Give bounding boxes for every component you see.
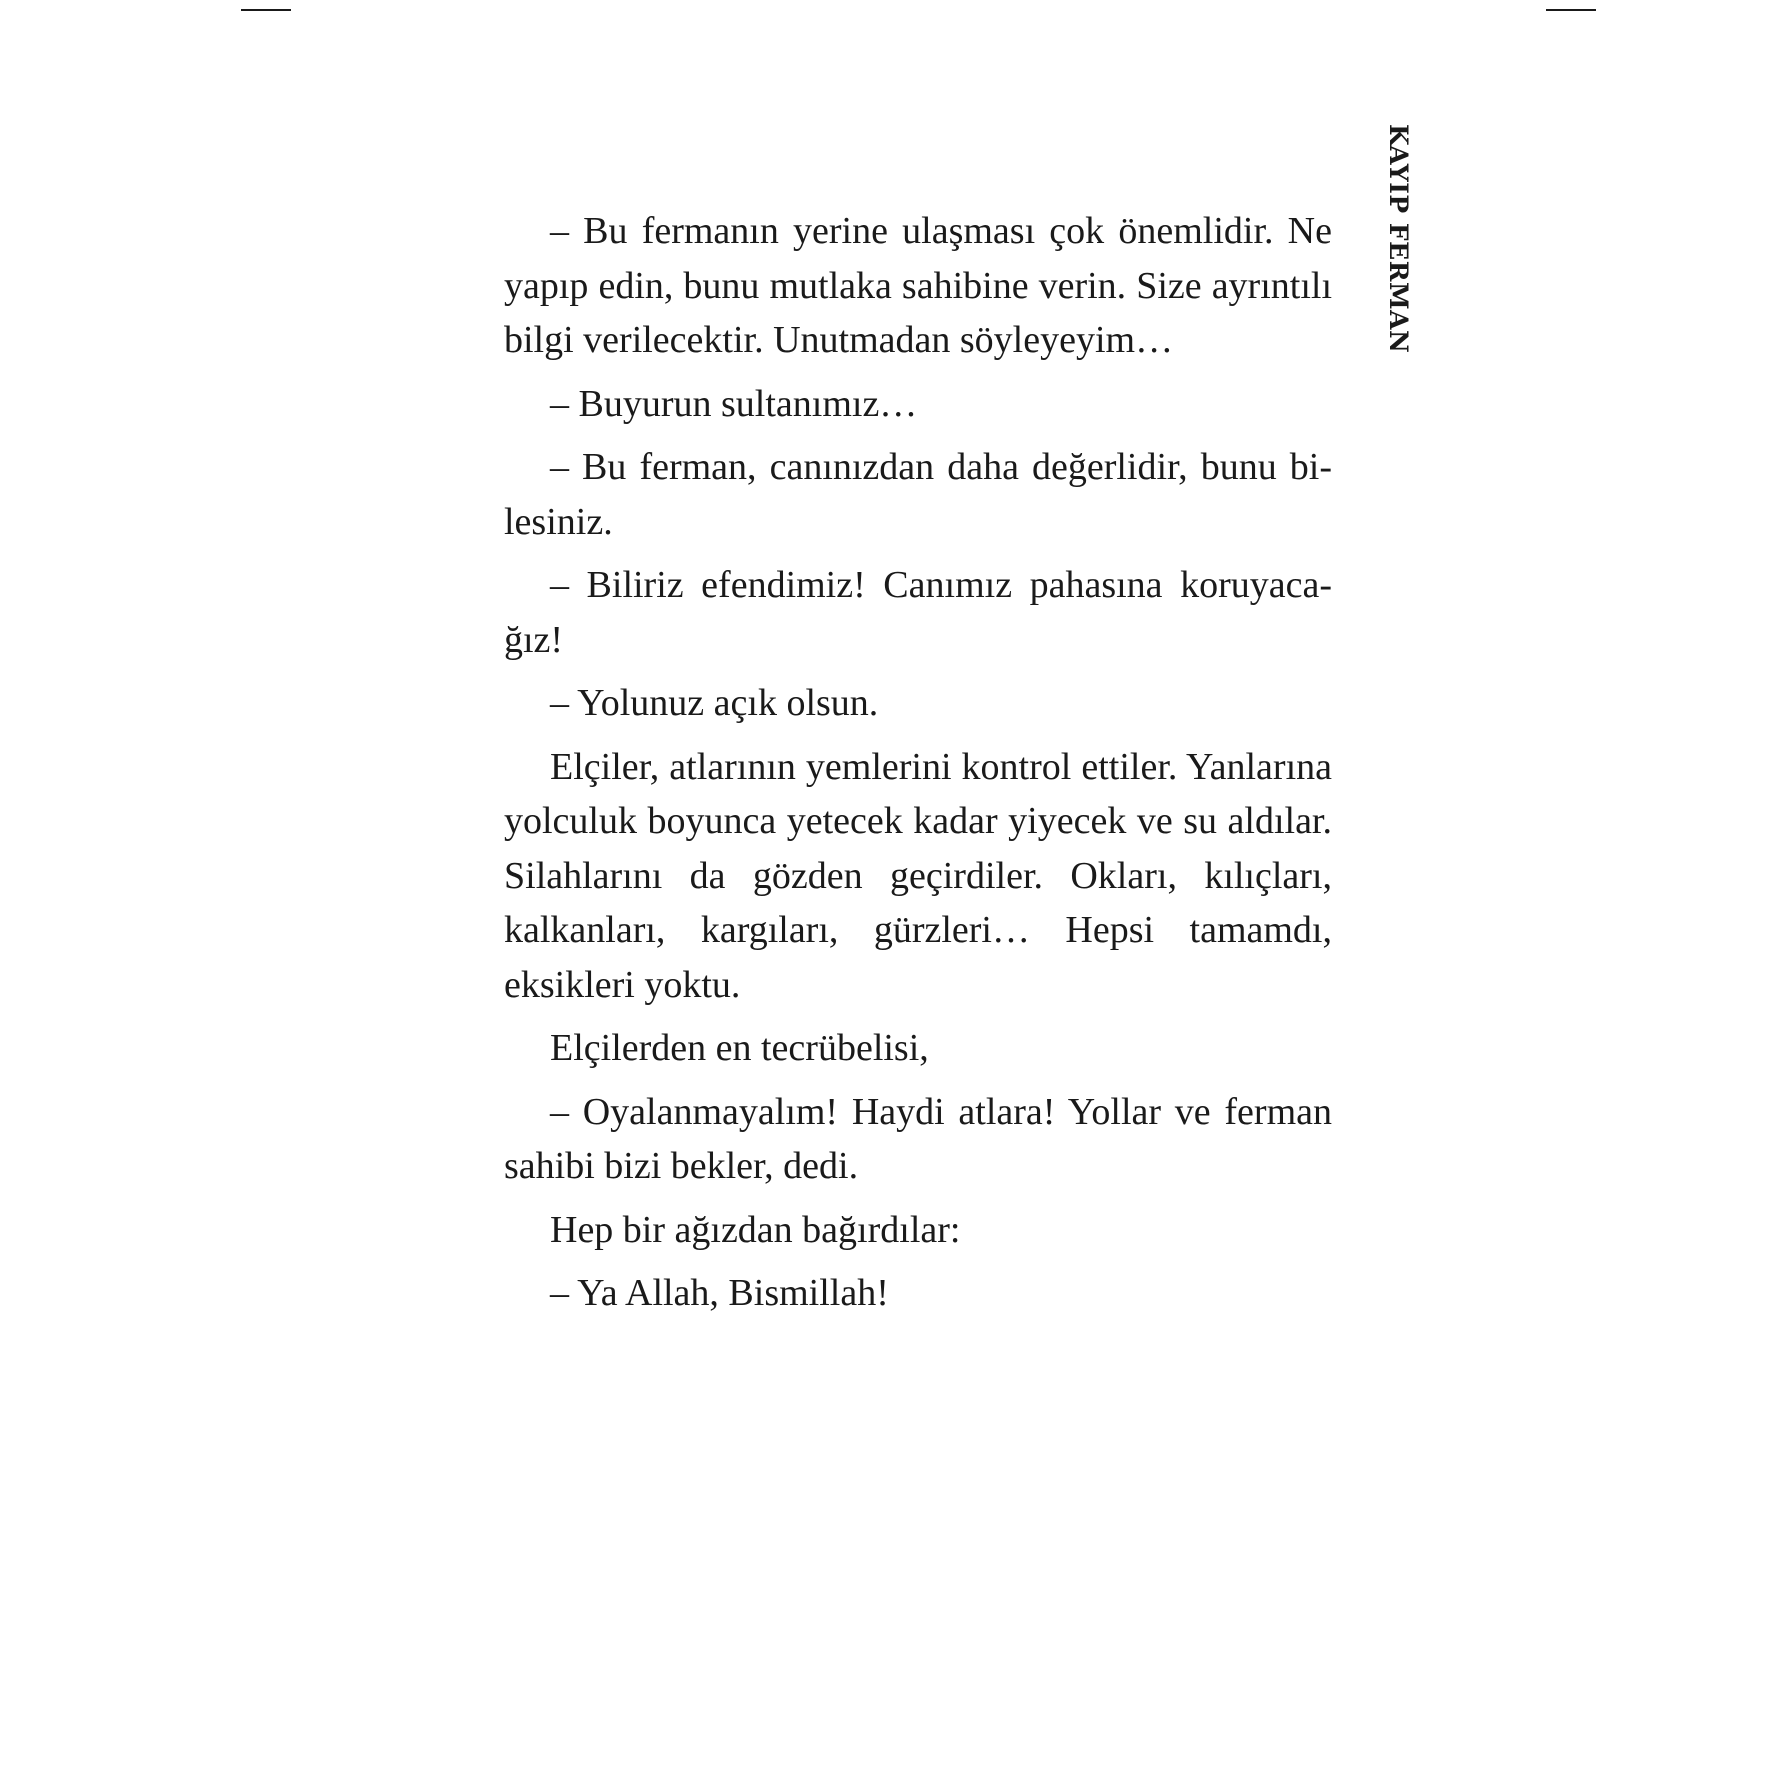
- body-text: [504, 204, 1332, 1330]
- paragraph: – Ya Allah, Bismillah!: [550, 1272, 889, 1314]
- crop-mark-right: [1546, 9, 1596, 11]
- paragraph: Hep bir ağızdan bağırdılar:: [550, 1208, 961, 1251]
- paragraph: Elçiler, atlarının yemlerini kontrol ettiler. Yanlarına yolculuk boyunca yetecek kadar yiyecek ve su aldılar. Silahlarını da gözden geçirdiler. Okları, kılıçları, kalkanları, kargıları, gürzleri… Hepsi tamamdı, eksikleri yoktu.: [504, 745, 1332, 1006]
- paragraph: – Bu fermanın yerine ulaşması çok önemlidir. Ne yapıp edin, bunu mutlaka sahibine verin. Size ayrıntılı bilgi verilecektir. Unutmadan söyleyeyim…: [504, 210, 1332, 361]
- paragraph: – Bu ferman, canınızdan daha değerlidir, bunu bilesiniz.: [504, 446, 1332, 543]
- crop-mark-left: [241, 9, 291, 11]
- paragraph: – Oyalanmayalım! Haydi atlara! Yollar ve ferman sahibi bizi bekler, dedi.: [504, 1090, 1332, 1187]
- running-head: KAYIP FERMAN: [1384, 124, 1413, 354]
- paragraph: – Yolunuz açık olsun.: [550, 682, 879, 724]
- paragraph: Elçilerden en tecrübelisi,: [550, 1027, 929, 1069]
- paragraph: – Biliriz efendimiz! Canımız pahasına koruyacağız!: [504, 564, 1332, 661]
- paragraph: – Buyurun sultanımız…: [550, 382, 918, 425]
